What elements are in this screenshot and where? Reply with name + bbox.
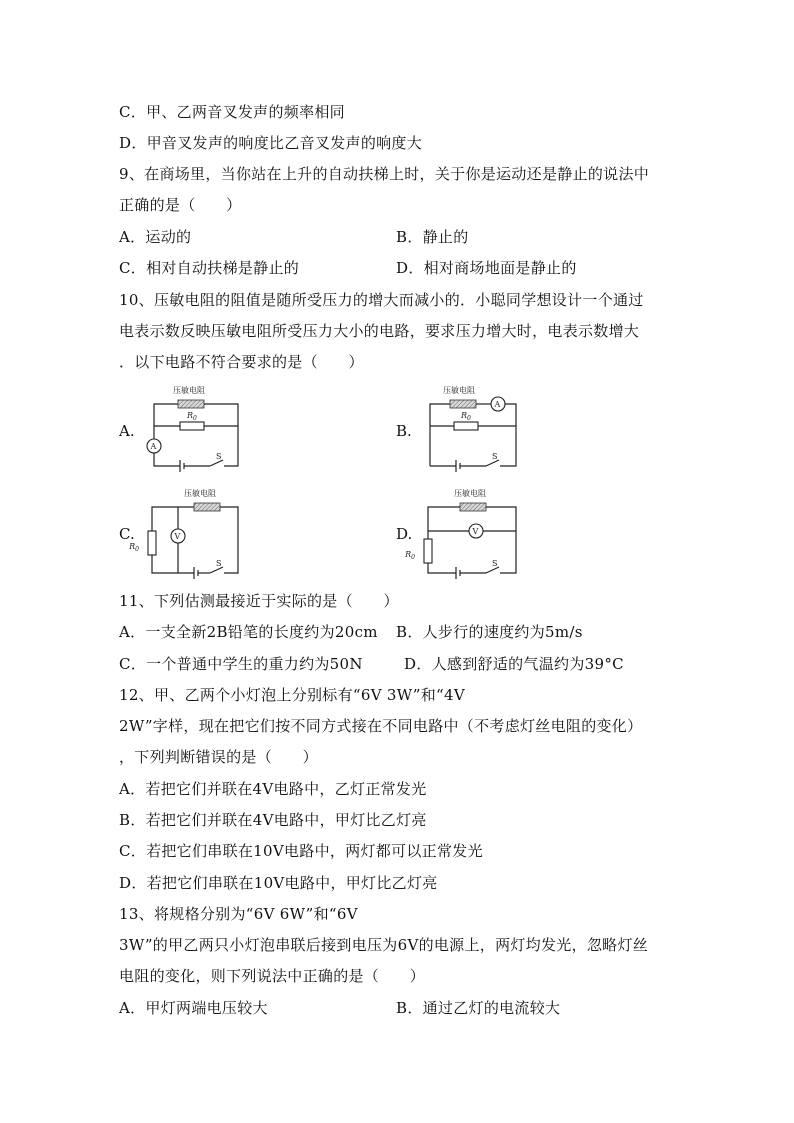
q10-stem-line3: ．以下电路不符合要求的是（ ） — [119, 353, 364, 371]
q9-option-c: C．相对自动扶梯是静止的 — [119, 259, 300, 277]
pressure-sensor-label: 压敏电阻 — [443, 386, 475, 395]
circuit-diagram-c — [129, 487, 250, 579]
fixed-resistor-r0 — [180, 422, 204, 430]
svg-text:S: S — [492, 559, 498, 568]
q11-option-b: B．人步行的速度约为5m/s — [396, 623, 583, 641]
svg-text:V: V — [174, 532, 181, 541]
q12-option-b: B．若把它们并联在4V电路中，甲灯比乙灯亮 — [119, 811, 427, 829]
q8-option-d: D．甲音叉发声的响度比乙音叉发声的响度大 — [119, 134, 423, 152]
circuit-diagram-d — [405, 487, 526, 579]
q12-option-d: D．若把它们串联在10V电路中，甲灯比乙灯亮 — [119, 874, 438, 892]
q10-option-c-label: C. — [119, 525, 135, 543]
q12-stem-line3: ，下列判断错误的是（ ） — [119, 748, 318, 766]
svg-text:A: A — [150, 442, 157, 451]
svg-text:V: V — [472, 527, 479, 536]
fixed-resistor-r0 — [148, 531, 156, 555]
q12-option-c: C．若把它们串联在10V电路中，两灯都可以正常发光 — [119, 842, 483, 860]
svg-text:S: S — [216, 452, 222, 461]
q11-stem: 11、下列估测最接近于实际的是（ ） — [119, 592, 399, 610]
q13-stem-line1: 13、将规格分别为“6V 6W”和“6V — [119, 905, 358, 923]
pressure-sensor-label: 压敏电阻 — [454, 489, 486, 498]
q12-stem-line2: 2W”字样，现在把它们按不同方式接在不同电路中（不考虑灯丝电阻的变化） — [119, 717, 643, 735]
q9-option-d: D．相对商场地面是静止的 — [396, 259, 577, 277]
q11-option-c: C．一个普通中学生的重力约为50N — [119, 655, 363, 673]
q10-option-a-label: A. — [119, 422, 135, 440]
q13-stem-line3: 电阻的变化，则下列说法中正确的是（ ） — [119, 967, 426, 985]
svg-text:S: S — [216, 559, 222, 568]
q9-stem-line2: 正确的是（ ） — [119, 196, 242, 214]
pressure-sensor-resistor — [178, 400, 204, 408]
r0-label: $R_0$ — [461, 411, 471, 422]
q10-stem-line1: 10、压敏电阻的阻值是随所受压力的增大而减小的．小聪同学想设计一个通过 — [119, 291, 644, 309]
q11-option-a: A．一支全新2B铅笔的长度约为20cm — [119, 623, 378, 641]
circuit-diagram-a — [140, 384, 250, 474]
q9-option-a: A．运动的 — [119, 228, 192, 246]
q10-stem-line2: 电表示数反映压敏电阻所受压力大小的电路，要求压力增大时，电表示数增大 — [119, 322, 640, 340]
q8-option-c: C．甲、乙两音叉发声的频率相同 — [119, 103, 345, 121]
pressure-sensor-resistor — [450, 400, 476, 408]
r0-label: $R_0$ — [187, 411, 197, 422]
q10-option-d-label: D. — [396, 525, 413, 543]
q13-stem-line2: 3W”的甲乙两只小灯泡串联后接到电压为6V的电源上，两灯均发光，忽略灯丝 — [119, 936, 649, 954]
pressure-sensor-resistor — [194, 503, 220, 511]
fixed-resistor-r0 — [424, 539, 432, 563]
q12-stem-line1: 12、甲、乙两个小灯泡上分别标有“6V 3W”和“4V — [119, 686, 465, 704]
q13-option-b: B．通过乙灯的电流较大 — [396, 999, 561, 1017]
q9-stem-line1: 9、在商场里，当你站在上升的自动扶梯上时，关于你是运动还是静止的说法中 — [119, 165, 650, 183]
q9-option-b: B．静止的 — [396, 228, 469, 246]
circuit-diagram-b — [416, 384, 526, 474]
r0-label: $R_0$ — [405, 550, 415, 561]
q12-option-a: A．若把它们并联在4V电路中，乙灯正常发光 — [119, 780, 427, 798]
q13-option-a: A．甲灯两端电压较大 — [119, 999, 268, 1017]
svg-text:S: S — [492, 452, 498, 461]
svg-text:A: A — [494, 400, 501, 409]
pressure-sensor-resistor — [460, 503, 486, 511]
fixed-resistor-r0 — [454, 422, 478, 430]
q11-option-d: D．人感到舒适的气温约为39°C — [404, 655, 624, 673]
r0-label: $R_0$ — [129, 542, 139, 553]
pressure-sensor-label: 压敏电阻 — [173, 386, 205, 395]
q10-option-b-label: B. — [396, 422, 412, 440]
pressure-sensor-label: 压敏电阻 — [184, 489, 216, 498]
